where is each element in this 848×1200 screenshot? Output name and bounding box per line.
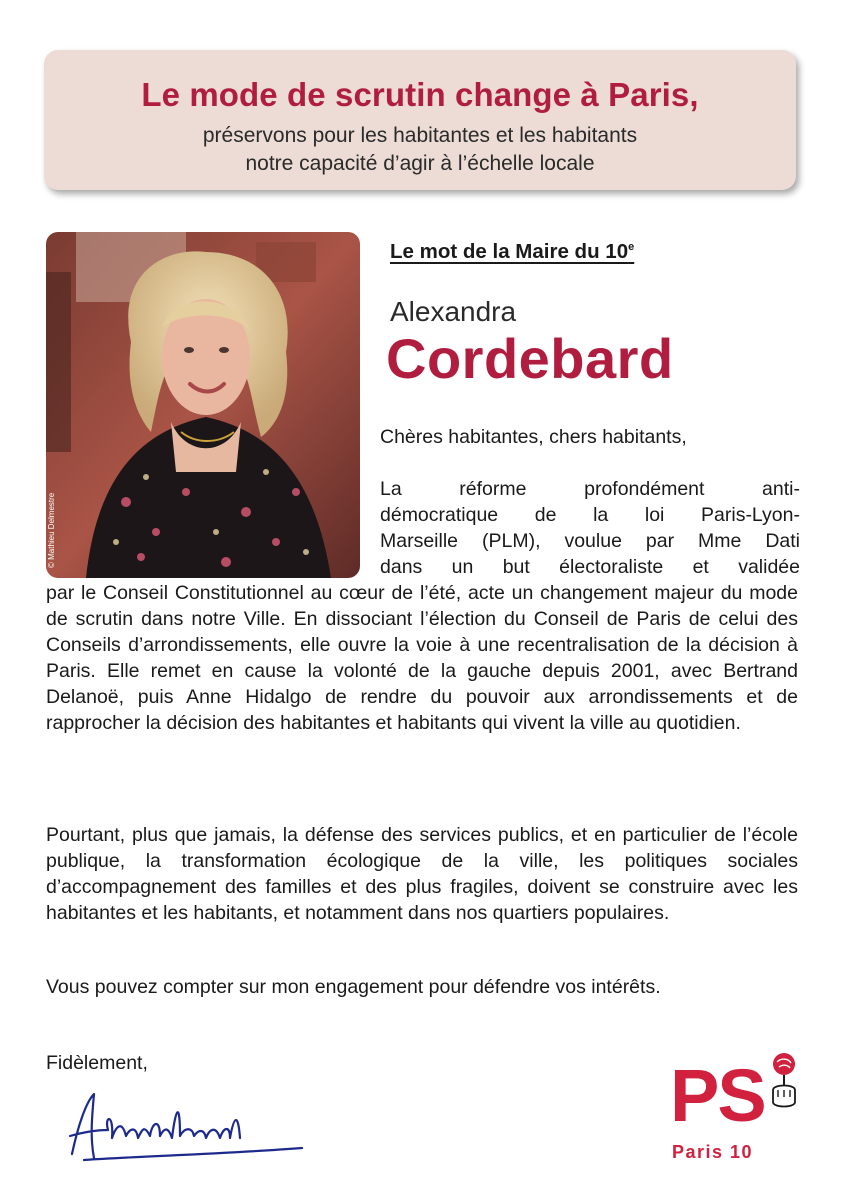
section-heading-sup: e <box>628 241 635 254</box>
signature-drawing <box>64 1086 314 1166</box>
portrait-illustration <box>46 232 360 578</box>
author-first-name: Alexandra <box>390 296 517 327</box>
paragraph-1-line-3: Marseille (PLM), voulue par Mme Dati <box>380 530 800 552</box>
paragraph-1-line-4: dans un but électoraliste et validée <box>380 556 800 578</box>
section-heading <box>390 240 634 264</box>
author-last-name: Cordebard <box>386 327 674 390</box>
letter-greeting: Chères habitantes, chers habitants, <box>380 426 687 448</box>
paragraph-2: Pourtant, plus que jamais, la défense des services publics, et en particulier de l’école publique, la transformation écologique de la ville, les politiques sociales d’accompagnement des familles et des plus fragiles, doivent se construire avec les habitantes et les habitants, et notamment dans nos quartiers populaires. <box>46 824 798 924</box>
paragraph-1-rest-text: par le Conseil Constitutionnel au cœur de l’été, acte un changement majeur du mode de scrutin dans notre Ville. En dissociant l’élection du Conseil de Paris de celui des Conseils d’arrondissements, elle ouvre la voie à une recentralisation de la décision à Paris. Elle remet en cause la volonté de la gauche depuis 2001, avec Bertrand Delanoë, puis Anne Hidalgo de rendre du pouvoir aux arrondissements et de rapprocher la décision des habitantes et habitants qui vivent la ville au quotidien. <box>46 582 798 734</box>
paragraph-1-line-2: démocratique de la loi Paris-Lyon- <box>380 504 800 526</box>
logo-letters: PS <box>670 1054 765 1137</box>
logo-subtitle: Paris 10 <box>672 1142 754 1162</box>
letter-closing: Fidèlement, <box>46 1052 148 1074</box>
ps-paris-10-logo <box>660 1050 810 1170</box>
rose-in-fist-icon <box>764 1050 804 1112</box>
paragraph-3: Vous pouvez compter sur mon engagement pour défendre vos intérêts. <box>46 976 661 998</box>
banner-subtitle-line2: notre capacité d’agir à l’échelle locale <box>245 152 595 175</box>
section-heading-text: Le mot de la Maire du 10 <box>390 240 629 263</box>
banner-subtitle <box>44 122 796 178</box>
banner-subtitle-line1: préservons pour les habitantes et les habitants <box>202 124 638 147</box>
banner-title: Le mode de scrutin change à Paris, <box>141 76 699 113</box>
photo-credit: © Mathieu Delmestre <box>47 492 56 568</box>
handwritten-signature <box>64 1086 314 1166</box>
paragraph-1-line-1: La réforme profondément anti- <box>380 478 800 500</box>
title-banner <box>44 50 796 190</box>
portrait-photo <box>46 232 360 578</box>
paragraph-1-rest <box>46 580 798 736</box>
